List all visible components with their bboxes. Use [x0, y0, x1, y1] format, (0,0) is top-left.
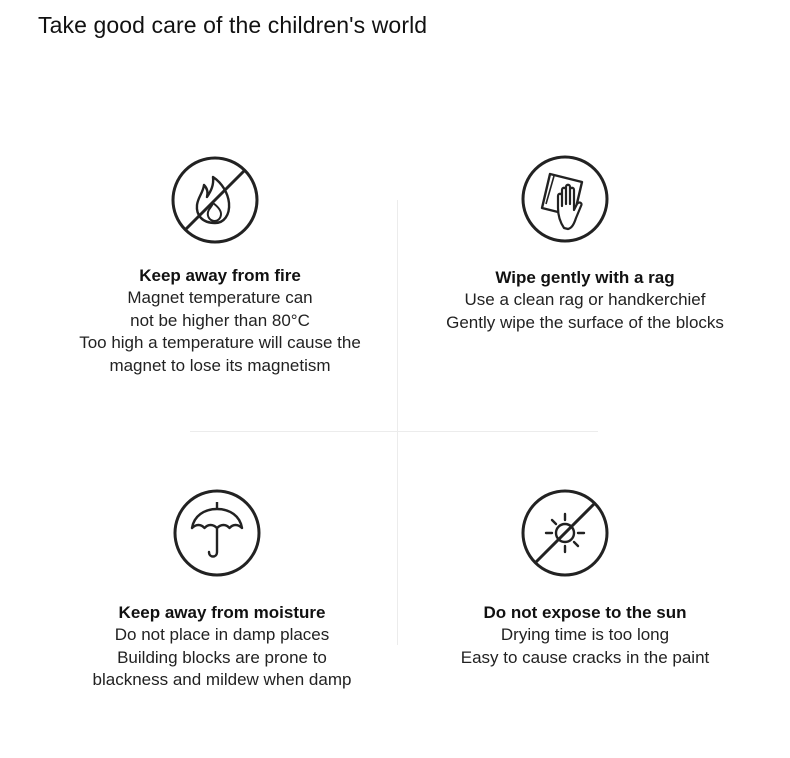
wipe-rag-icon [520, 154, 610, 244]
tip-line: Building blocks are prone to [117, 647, 327, 667]
tip-line: Drying time is too long [500, 625, 670, 644]
tip-card-rag [395, 266, 775, 334]
page-title: Take good care of the children's world [38, 12, 428, 38]
tip-title: Do not expose to the sun [483, 603, 687, 622]
umbrella-icon [172, 488, 262, 578]
tip-card-moisture [32, 601, 412, 692]
tip-line: magnet to lose its magnetism [109, 355, 331, 375]
tip-title: Keep away from fire [139, 266, 301, 285]
tip-card-fire [30, 264, 410, 377]
tip-line: Use a clean rag or handkerchief [464, 290, 706, 309]
tip-line: Too high a temperature will cause the [79, 333, 361, 352]
tip-title: Keep away from moisture [118, 603, 326, 622]
tip-line: Easy to cause cracks in the paint [460, 647, 710, 667]
tip-line: blackness and mildew when damp [92, 670, 352, 689]
tip-line: Magnet temperature can [127, 288, 313, 307]
tip-line: not be higher than 80°C [130, 310, 310, 330]
tip-card-sun [395, 601, 775, 669]
no-fire-icon [170, 155, 260, 245]
no-sun-icon [520, 488, 610, 578]
tip-line: Do not place in damp places [114, 625, 330, 644]
horizontal-divider [190, 431, 598, 432]
tip-line: Gently wipe the surface of the blocks [446, 312, 724, 332]
tip-title: Wipe gently with a rag [495, 268, 675, 287]
